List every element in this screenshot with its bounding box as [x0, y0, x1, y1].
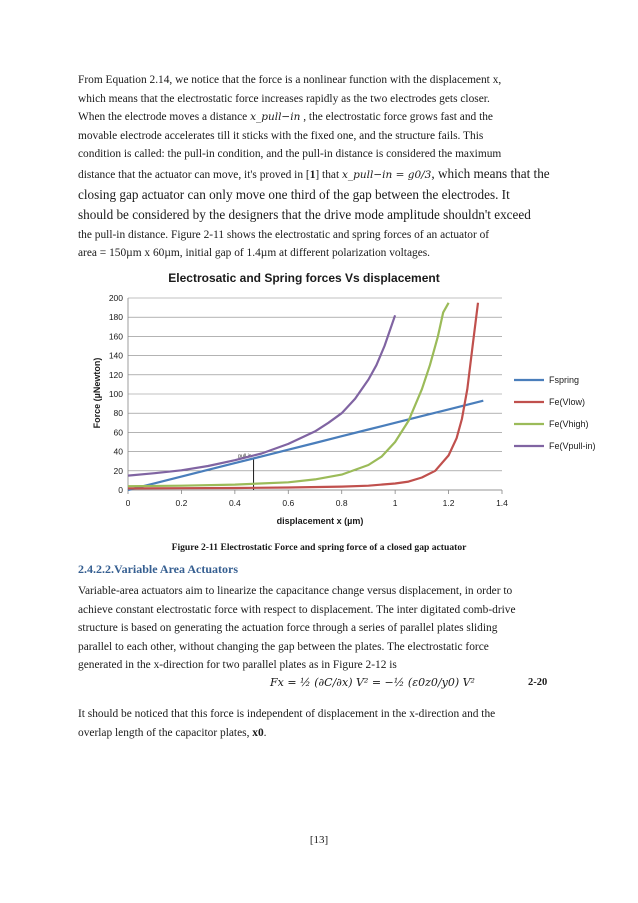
p3-line1: Variable-area actuators aim to linearize the capacitance change versus displacement, in order to — [78, 585, 513, 597]
legend-item-label: Fe(Vhigh) — [549, 419, 589, 429]
x-tick-label: 0.6 — [282, 498, 295, 508]
p4-line2c: . — [263, 726, 267, 739]
page-number: [13] — [309, 834, 329, 846]
chart-x-axis-label: displacement x (µm) — [276, 516, 364, 526]
paragraph-variable-area — [78, 582, 560, 675]
series-line-fe-vhigh- — [128, 303, 449, 486]
x-tick-label: 0.4 — [228, 498, 241, 508]
series-line-fe-vlow- — [128, 303, 478, 489]
y-tick-label: 80 — [113, 408, 123, 419]
p1-line6b: ] that — [315, 168, 340, 181]
legend-item-label: Fe(Vlow) — [549, 397, 586, 407]
chart-legend — [514, 375, 596, 451]
p3-line4: parallel to each other, without changing the gap between the plates. The electrostatic force — [78, 640, 489, 653]
p1-math-xpullin: x_pull−in — [250, 111, 301, 124]
y-tick-label: 100 — [108, 389, 123, 399]
p1-line3a: When the electrode moves a distance — [78, 111, 248, 124]
x-tick-label: 1.2 — [442, 498, 455, 508]
force-displacement-chart — [84, 264, 606, 536]
p1-line9: the pull-in distance. Figure 2-11 shows the electrostatic and spring forces of an actuator of — [78, 228, 490, 241]
equation-number: 2-20 — [528, 677, 548, 688]
chart-series — [128, 303, 483, 490]
p1-line6a: distance that the actuator can move, it's proved in [ — [78, 168, 310, 181]
legend-item-label: Fspring — [549, 375, 580, 385]
pull-in-marker-label: pull-in — [238, 453, 252, 460]
y-tick-label: 200 — [108, 293, 123, 303]
chart-tick-labels — [109, 293, 508, 508]
p4-x0: x0 — [252, 726, 264, 739]
p3-line2: achieve constant electrostatic force with respect to displacement. The inter digitated comb-drive — [78, 603, 516, 616]
y-tick-label: 0 — [118, 485, 123, 495]
p1-ref: 1 — [309, 168, 316, 181]
p1-line2: which means that the electrostatic force increases rapidly as the two electrodes gets closer. — [78, 92, 490, 105]
p1-line6c: , which means that the — [431, 165, 550, 181]
p1-line7: closing gap actuator can only move one third of the gap between the electrodes. It — [78, 186, 510, 202]
p4-line1: It should be noticed that this force is independent of displacement in the x-direction and the — [78, 708, 496, 720]
x-tick-label: 0.8 — [335, 498, 348, 508]
x-tick-label: 1 — [392, 498, 398, 508]
figure-caption: Figure 2-11 Electrostatic Force and spring force of a closed gap actuator — [171, 542, 467, 553]
p3-line5: generated in the x-direction for two parallel plates as in Figure 2-12 is — [78, 659, 397, 672]
p1-math-pullin-eq: x_pull−in = g0/3 — [341, 168, 432, 181]
p1-line10: area = 150µm x 60µm, initial gap of 1.4µm at different polarization voltages. — [78, 247, 431, 260]
paragraph-independence — [78, 705, 560, 742]
y-tick-label: 180 — [108, 312, 123, 323]
chart-title: Electrosatic and Spring forces Vs displacement — [168, 271, 440, 285]
y-tick-label: 140 — [108, 350, 123, 361]
p3-line3: structure is based on generating the actuation force through a series of parallel plates sliding — [78, 622, 498, 635]
chart-y-axis-label: Force (µNewton) — [92, 357, 102, 429]
equation-fx: Fx = ½ (∂C/∂x) V² = −½ (ε0z0/y0) V² — [270, 676, 475, 689]
p1-line1: From Equation 2.14, we notice that the force is a nonlinear function with the displacement x, — [78, 74, 502, 86]
p4-line2a: overlap length of the capacitor plates, — [78, 726, 250, 739]
y-tick-label: 60 — [113, 427, 123, 438]
x-tick-label: 0.2 — [175, 498, 188, 508]
p1-line8: should be considered by the designers that the drive mode amplitude shouldn't exceed — [78, 207, 531, 223]
paragraph-pull-in — [78, 71, 560, 263]
x-tick-label: 0 — [125, 498, 131, 508]
y-tick-label: 40 — [113, 446, 123, 457]
p1-line3b: , the electrostatic force grows fast and the — [303, 111, 493, 124]
chart-gridlines — [128, 298, 502, 490]
legend-item-label: Fe(Vpull-in) — [549, 441, 596, 451]
y-tick-label: 120 — [108, 369, 123, 380]
x-tick-label: 1.4 — [496, 498, 508, 508]
section-heading: 2.4.2.2.Variable Area Actuators — [78, 562, 238, 576]
y-tick-label: 20 — [113, 465, 123, 476]
p1-line5: condition is called: the pull-in condition, and the pull-in distance is considered the maximum — [78, 148, 502, 161]
series-line-fspring — [128, 401, 483, 490]
p1-line4: movable electrode accelerates till it sticks with the fixed one, and the structure fails. This — [78, 129, 484, 142]
y-tick-label: 160 — [108, 331, 123, 342]
chart-axes — [128, 298, 502, 494]
